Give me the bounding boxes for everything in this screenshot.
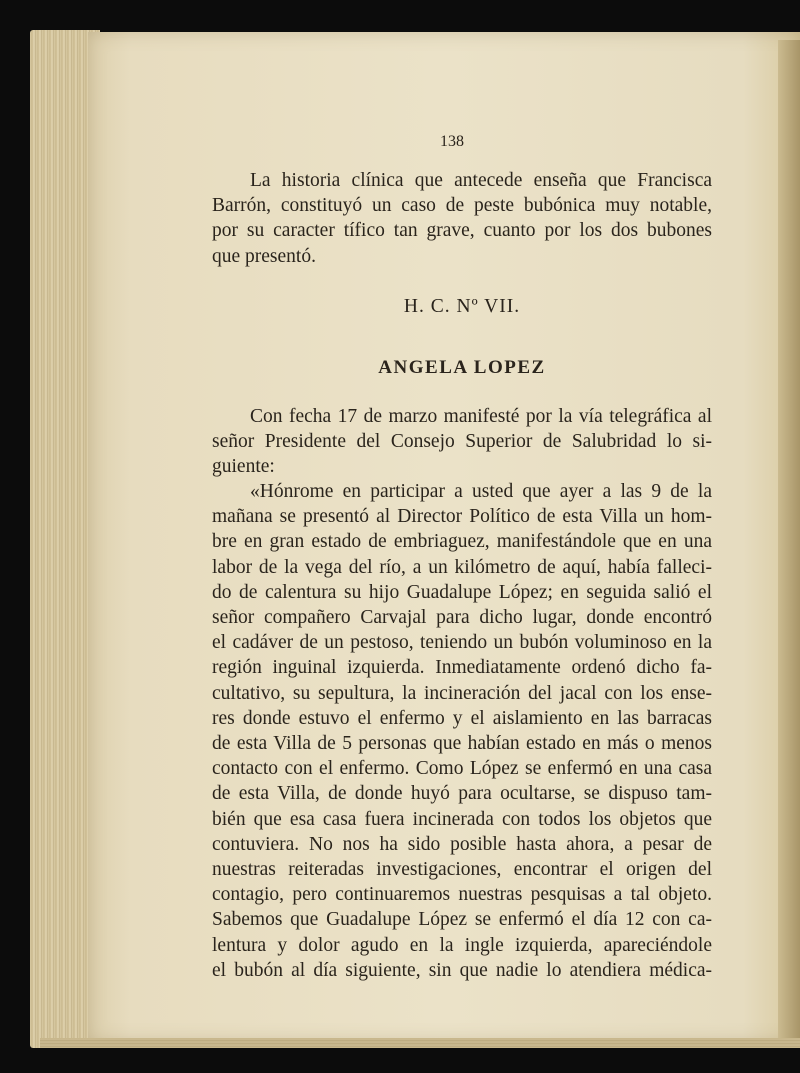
text-line: labor de la vega del río, a un kilómetro de aquí, había falleci- [212, 556, 712, 578]
patient-name-heading: ANGELA LOPEZ [378, 357, 546, 378]
text-line: Sabemos que Guadalupe López se enfermó el día 12 con ca- [212, 909, 712, 931]
text-line: bre en gran estado de embriaguez, manifestándole que en una [212, 531, 712, 553]
text-line: el cadáver de un pestoso, teniendo un bubón voluminoso en la [212, 632, 712, 654]
text-line: señor Presidente del Consejo Superior de Salubridad lo si- [212, 431, 712, 453]
text-line: do de calentura su hijo Guadalupe López; en seguida salió el [212, 581, 712, 603]
text-line: Con fecha 17 de marzo manifesté por la vía telegráfica al [250, 406, 712, 427]
text-line: nuestras reiteradas investigaciones, encontrar el origen del [212, 859, 712, 881]
section-heading: H. C. Nº VII. [403, 296, 521, 317]
text-line: señor compañero Carvajal para dicho lugar, donde encontró [212, 607, 712, 629]
text-line: Barrón, constituyó un caso de peste bubónica muy notable, [212, 195, 712, 217]
text-line: bién que esa casa fuera incinerada con todos los objetos que [212, 808, 712, 830]
text-line: guiente: [212, 456, 275, 478]
text-line: región inguinal izquierda. Inmediatamente ordenó dicho fa- [212, 657, 712, 679]
text-line: La historia clínica que antecede enseña que Francisca [250, 170, 712, 191]
text-line: contagio, pero continuaremos nuestras pesquisas a tal objeto. [212, 884, 712, 906]
text-line: de esta Villa, de donde huyó para ocultarse, se dispuso tam- [212, 783, 712, 805]
text-line: contuviera. No nos ha sido posible hasta ahora, a pesar de [212, 833, 712, 855]
text-line: res donde estuvo el enfermo y el aislamiento en las barracas [212, 707, 712, 729]
text-line: de esta Villa de 5 personas que habían estado en más o menos [212, 733, 712, 755]
text-line: el bubón al día siguiente, sin que nadie lo atendiera médica- [212, 959, 712, 981]
text-line: cultativo, su sepultura, la incineración del jacal con los ense- [212, 682, 712, 704]
report-paragraph [212, 404, 712, 480]
text-line: que presentó. [212, 245, 316, 267]
telegram-quote-paragraph [212, 479, 712, 983]
intro-paragraph [212, 168, 712, 269]
text-line: contacto con el enfermo. Como López se enfermó en una casa [212, 758, 712, 780]
text-line: mañana se presentó al Director Político de esta Villa un hom- [212, 506, 712, 528]
page-number: 138 [440, 133, 464, 150]
text-line: por su caracter tífico tan grave, cuanto por los dos bubones [212, 220, 712, 242]
text-line: lentura y dolor agudo en la ingle izquierda, apareciéndole [212, 934, 712, 956]
text-line: «Hónrome en participar a usted que ayer a las 9 de la [250, 481, 712, 502]
facing-page-edge [778, 40, 800, 1040]
page-edges-bottom [40, 1038, 800, 1048]
